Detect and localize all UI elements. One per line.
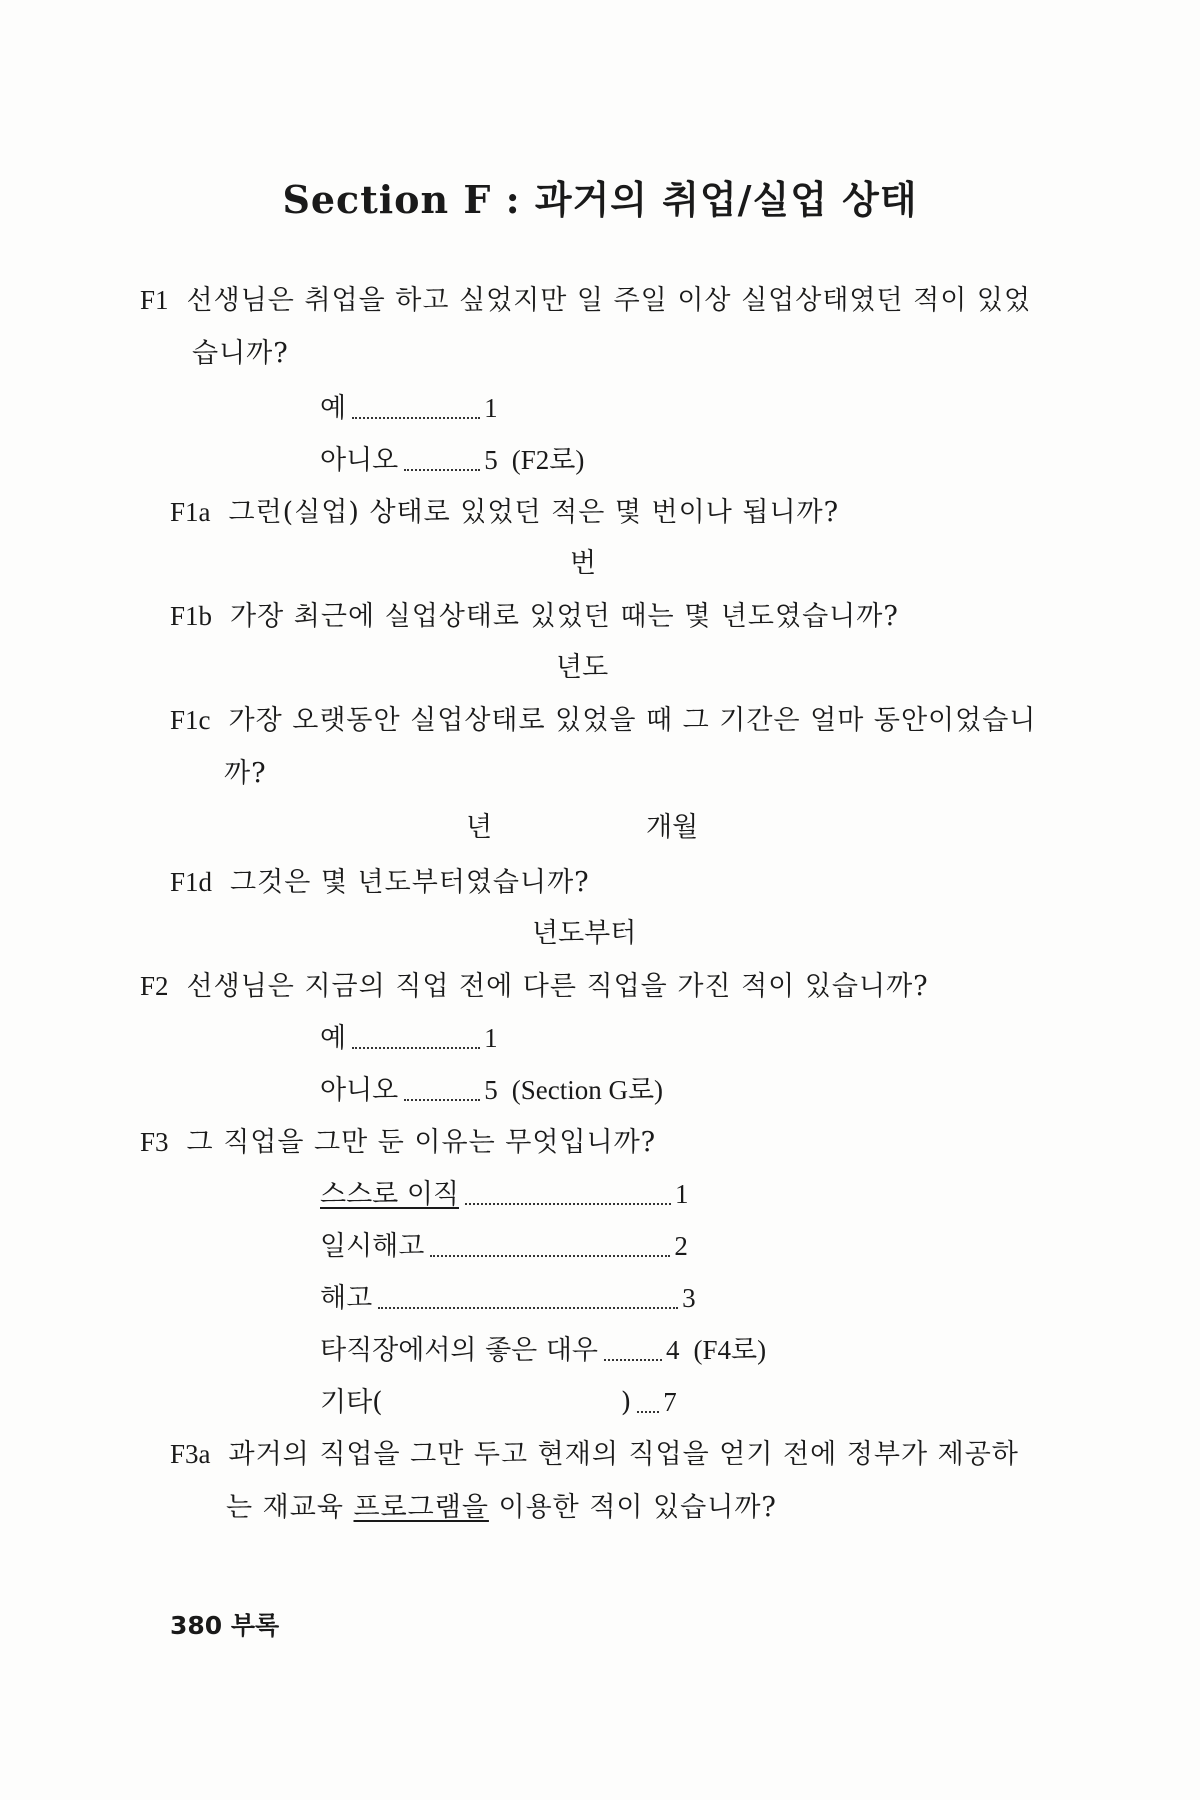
option-f2-no bbox=[320, 1072, 663, 1109]
question-number: F2 bbox=[140, 971, 169, 1001]
question-text: 그 직업을 그만 둔 이유는 무엇입니까? bbox=[186, 1127, 657, 1158]
skip-instruction: (Section G로) bbox=[511, 1075, 664, 1105]
option-label: 기타( bbox=[320, 1387, 383, 1418]
question-number: F1a bbox=[170, 497, 211, 527]
option-f2-yes bbox=[320, 1020, 498, 1057]
question-f1b bbox=[170, 598, 899, 635]
option-label: 예 bbox=[320, 393, 347, 424]
option-f3-better-offer bbox=[320, 1332, 766, 1369]
leader-dots bbox=[352, 1046, 480, 1049]
option-code: 5 bbox=[484, 1075, 498, 1105]
option-label: 예 bbox=[320, 1023, 347, 1054]
option-label: 아니오 bbox=[320, 445, 399, 476]
question-number: F3 bbox=[140, 1127, 169, 1157]
question-number: F3a bbox=[170, 1439, 211, 1469]
option-code: 3 bbox=[682, 1283, 696, 1313]
question-f3a bbox=[170, 1436, 1019, 1473]
question-text-part-underlined: 프로그램을 bbox=[353, 1492, 489, 1523]
option-code: 2 bbox=[674, 1231, 688, 1261]
option-code: 5 bbox=[484, 445, 498, 475]
answer-unit-from-year: 년도부터 bbox=[532, 918, 637, 949]
leader-dots bbox=[352, 416, 480, 419]
question-f1c-continuation: 까? bbox=[224, 758, 267, 789]
answer-unit-year: 년도 bbox=[556, 652, 609, 683]
option-code: 7 bbox=[663, 1387, 677, 1417]
question-text: 선생님은 지금의 직업 전에 다른 직업을 가진 적이 있습니까? bbox=[186, 971, 929, 1002]
option-label: 일시해고 bbox=[320, 1231, 425, 1262]
option-label-close: ) bbox=[620, 1387, 632, 1418]
leader-dots bbox=[404, 468, 480, 471]
option-code: 1 bbox=[484, 1023, 498, 1053]
question-text: 그것은 몇 년도부터였습니까? bbox=[230, 867, 590, 898]
page-footer: 380 부록 bbox=[170, 1611, 280, 1640]
answer-unit-months: 개월 bbox=[646, 812, 699, 843]
option-label: 스스로 이직 bbox=[320, 1179, 459, 1210]
leader-dots bbox=[604, 1358, 662, 1361]
option-f3-temporary-layoff bbox=[320, 1228, 688, 1265]
question-number: F1 bbox=[140, 285, 169, 315]
question-f1-continuation: 습니까? bbox=[192, 338, 289, 369]
option-f3-other bbox=[320, 1384, 677, 1421]
question-f2 bbox=[140, 968, 929, 1005]
question-text-part: 는 재교육 bbox=[226, 1492, 354, 1523]
question-number: F1c bbox=[170, 705, 211, 735]
option-code: 1 bbox=[484, 393, 498, 423]
question-number: F1b bbox=[170, 601, 213, 631]
option-f3-dismissal bbox=[320, 1280, 696, 1317]
answer-unit-years: 년 bbox=[466, 812, 493, 843]
leader-dots bbox=[378, 1306, 678, 1309]
question-f1 bbox=[140, 282, 1031, 319]
option-label: 아니오 bbox=[320, 1075, 399, 1106]
answer-unit-times: 번 bbox=[570, 548, 597, 579]
leader-dots bbox=[430, 1254, 670, 1257]
option-f1-no bbox=[320, 442, 584, 479]
section-title: Section F : 과거의 취업/실업 상태 bbox=[282, 177, 918, 222]
question-f3 bbox=[140, 1124, 656, 1161]
option-f1-yes bbox=[320, 390, 498, 427]
skip-instruction: (F2로) bbox=[511, 445, 585, 475]
question-f3a-continuation bbox=[226, 1490, 777, 1526]
question-f1a bbox=[170, 494, 839, 531]
skip-instruction: (F4로) bbox=[693, 1335, 767, 1365]
option-f3-voluntary bbox=[320, 1176, 689, 1213]
question-text: 가장 최근에 실업상태로 있었던 때는 몇 년도였습니까? bbox=[230, 601, 899, 632]
leader-dots bbox=[404, 1098, 480, 1101]
question-text: 그런(실업) 상태로 있었던 적은 몇 번이나 됩니까? bbox=[228, 497, 840, 528]
question-text: 가장 오랫동안 실업상태로 있었을 때 그 기간은 얼마 동안이었습니 bbox=[228, 705, 1037, 736]
leader-dots bbox=[465, 1202, 671, 1205]
question-f1c bbox=[170, 702, 1036, 739]
question-text-part: 이용한 적이 있습니까? bbox=[488, 1492, 777, 1523]
option-code: 4 bbox=[666, 1335, 680, 1365]
question-text: 선생님은 취업을 하고 싶었지만 일 주일 이상 실업상태였던 적이 있었 bbox=[186, 285, 1032, 316]
option-label: 타직장에서의 좋은 대우 bbox=[320, 1335, 598, 1366]
option-code: 1 bbox=[675, 1179, 689, 1209]
leader-dots bbox=[637, 1410, 659, 1413]
question-f1d bbox=[170, 864, 590, 901]
question-text: 과거의 직업을 그만 두고 현재의 직업을 얻기 전에 정부가 제공하 bbox=[228, 1439, 1019, 1470]
option-label: 해고 bbox=[320, 1283, 373, 1314]
question-number: F1d bbox=[170, 867, 213, 897]
